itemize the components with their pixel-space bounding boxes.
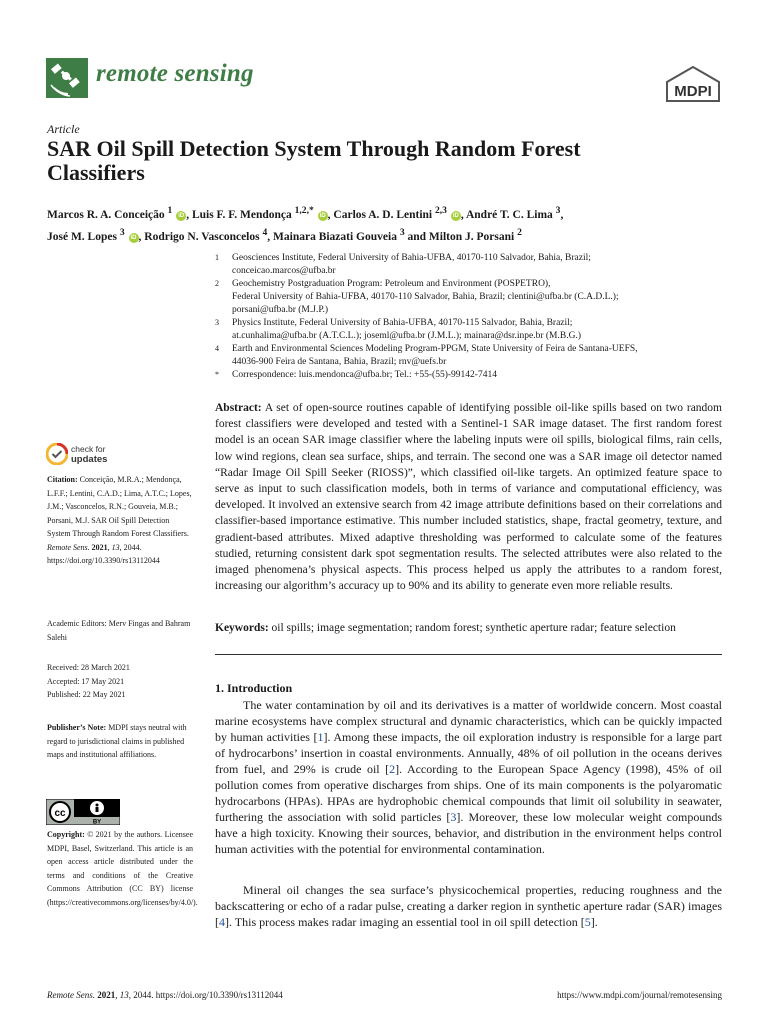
affiliation-line: Physics Institute, Federal University of Bahia-UFBA, 40170-115 Salvador, Bahia, Brazil;	[232, 318, 573, 328]
cc-by-license-icon[interactable]	[46, 799, 120, 825]
journal-name: remote sensing	[96, 60, 254, 87]
author-name: José M. Lopes	[47, 230, 120, 243]
citation-link[interactable]: 3	[450, 810, 457, 824]
author-affiliation-number: 3	[399, 226, 405, 238]
paragraph-text: ].	[590, 915, 598, 929]
author-name: André T. C. Lima	[465, 208, 556, 221]
orcid-icon[interactable]: iD	[452, 212, 459, 219]
affiliation-line: 44036-900 Feira de Santana, Bahia, Brazil; rnv@uefs.br	[232, 357, 447, 367]
author	[465, 205, 561, 221]
affiliation-item	[215, 317, 727, 343]
author-line	[47, 202, 727, 224]
article-title: SAR Oil Spill Detection System Through Random Forest Classifiers	[47, 136, 581, 185]
author-separator: ,	[560, 208, 564, 221]
keywords-text: oil spills; image segmentation; random forest; synthetic aperture radar; feature selection	[271, 622, 676, 634]
author-name: Carlos A. D. Lentini	[333, 208, 435, 221]
paragraph-text: The water contamination by oil and its derivatives is a matter of worldwide concern. Most coastal marine ecosystems have complex structural and dynamic characteristics, which can be quickly impacted by human activities [	[215, 698, 722, 744]
received-date: Received: 28 March 2021	[47, 663, 130, 672]
author-separator: ,	[267, 230, 274, 243]
affiliation-line: at.cunhalima@ufba.br (A.T.C.L.); joseml@ufba.br (J.M.L.); mainara@dsr.inpe.br (M.B.G.)	[232, 331, 581, 341]
intro-paragraph	[215, 882, 722, 930]
abstract-text: A set of open-source routines capable of identifying possible oil-like spills based on two random forest classifiers were developed and tested with a Sentinel-1 SAR image dataset. The first random forest model is an ocean SAR image classifier where the labeling inputs were oil spills, biological films, rain cells, low wind regions, clean sea surface, ships, and terrain. The second one was a SAR image oil detector named “Radar Image Oil Spill Seeker (RIOSS)”, which classified oil-like targets. An optimized feature space to serve as input to such classification models, both in terms of variance and computational efficiency, was developed. It involved an extensive search from 42 image attribute definitions based on their correlations and classifier-based importance estimative. This number included statistics, shape, fractal geometry, texture, and gradient-based attributes. Mixed adaptive thresholding was performed to calculate some of the features studied, returning consistent dark spot segmentation results. The selected attributes were also related to the imaged phenomena’s physical aspects. This process helped us apply the attributes to a random forest, increasing our algorithm’s accuracy up to 90% and its ability to generate even more reliable results.	[215, 402, 722, 593]
paragraph-text: Mineral oil changes the sea surface’s physicochemical properties, reducing roughness and the backscattering or echo of a radar pulse, creating a darker region in synthetic aperture radar (SAR) images [	[215, 883, 722, 929]
section-divider	[215, 654, 722, 655]
author	[428, 226, 522, 243]
author	[333, 205, 460, 221]
author	[191, 205, 328, 221]
author-name: Rodrigo N. Vasconcelos	[144, 230, 263, 243]
author-name: Marcos R. A. Conceição	[47, 208, 168, 221]
affiliation-number: 3	[215, 318, 219, 327]
intro-paragraph	[215, 697, 722, 857]
author-affiliation-number: 3	[555, 205, 561, 216]
author-name: Mainara Biazati Gouveia	[273, 230, 400, 243]
orcid-icon[interactable]: iD	[178, 212, 185, 219]
author-affiliation-number: 1,2,*	[294, 205, 314, 216]
author-affiliation-number: 4	[262, 226, 268, 238]
author-name: Milton J. Porsani	[428, 230, 518, 243]
author-separator: ,	[460, 208, 466, 221]
orcid-icon[interactable]: iD	[319, 212, 326, 219]
copyright-notice: Copyright: © 2021 by the authors. Licensee MDPI, Basel, Switzerland. This article is an open access article distributed under the terms and conditions of the Creative Commons Attribution (CC BY) license (https://creativecommons.org/licenses/by/4.0/).	[47, 830, 198, 907]
affiliation-item	[215, 278, 727, 317]
affiliation-number: 2	[215, 279, 219, 288]
author-name: Luis F. F. Mendonça	[191, 208, 295, 221]
affiliation-item	[215, 343, 727, 369]
abstract	[215, 400, 722, 594]
author	[47, 205, 186, 221]
accepted-date: Accepted: 17 May 2021	[47, 676, 125, 686]
affiliation-line: Geochemistry Postgraduation Program: Petroleum and Environment (POSPETRO),	[232, 279, 551, 289]
publisher-name: MDPI	[674, 83, 712, 100]
author-separator: and	[404, 230, 429, 243]
abstract-label: Abstract:	[215, 402, 262, 414]
journal-url-link[interactable]: https://www.mdpi.com/journal/remotesensing	[557, 990, 722, 1000]
author-list	[47, 202, 727, 246]
affiliations	[215, 252, 727, 382]
academic-editors: Academic Editors: Merv Fingas and Bahram Salehi	[47, 619, 191, 642]
satellite-logo-icon	[46, 58, 88, 98]
author-affiliation-number: 3	[119, 226, 125, 238]
article-type: Article	[47, 122, 80, 136]
affiliation-item	[215, 252, 727, 278]
affiliation-line: Federal University of Bahia-UFBA, 40170-110 Salvador, Bahia, Brazil; clentini@ufba.br (C.A.D.L.);	[232, 292, 619, 302]
affiliation-line: Earth and Environmental Sciences Modeling Program-PPGM, State University of Feira de Santana-UEFS,	[232, 344, 638, 354]
citation-label: Citation:	[47, 475, 78, 484]
citation-block: Citation: Conceição, M.R.A.; Mendonça, L.F.F.; Lentini, C.A.D.; Lima, A.T.C.; Lopes, J.M.; Vasconcelos, R.N.; Gouveia, M.B.; Porsani, M.J. SAR Oil Spill Detection System Through Random Forest Classifiers. Remote Sens. 2021, 13, 2044. https://doi.org/10.3390/rs13112044	[47, 475, 192, 565]
footer-citation: Remote Sens. 2021, 13, 2044. https://doi.org/10.3390/rs13112044	[47, 990, 283, 1000]
author	[144, 226, 268, 243]
paragraph-text: ]. According to the European Space Agency (1998), 45% of oil pollution comes from operative discharges from ships. One of its main components is the polyaromatic hydrocarbons (HPAs). HPAs are hydrophobic chemical compounds that limit oil solubility in seawater, furthering the association with solid particles [	[215, 762, 722, 824]
affiliation-number: 1	[215, 253, 219, 262]
citation-link[interactable]: 5	[584, 915, 591, 929]
author-separator: ,	[138, 230, 145, 243]
affiliation-number: *	[215, 370, 219, 379]
author-separator: ,	[186, 208, 192, 221]
affiliation-line: conceicao.marcos@ufba.br	[232, 266, 336, 276]
author	[273, 226, 405, 243]
citation-link[interactable]: 2	[389, 762, 396, 776]
affiliation-line: Correspondence: luis.mendonca@ufba.br; Tel.: +55-(55)-99142-7414	[232, 370, 497, 380]
author-affiliation-number: 1	[167, 205, 173, 216]
affiliation-line: Geosciences Institute, Federal University of Bahia-UFBA, 40170-110 Salvador, Bahia, Brazil;	[232, 253, 591, 263]
section-heading: 1. Introduction	[215, 681, 293, 695]
check-for-updates-button[interactable]	[46, 443, 166, 467]
affiliation-line: porsani@ufba.br (M.J.P.)	[232, 305, 329, 315]
keywords-label: Keywords:	[215, 622, 269, 634]
author-separator: ,	[327, 208, 334, 221]
citation-link[interactable]: 4	[219, 915, 225, 929]
affiliation-number: 4	[215, 344, 219, 353]
check-for-updates-icon	[46, 443, 68, 465]
author-line	[47, 224, 727, 246]
publication-dates	[47, 661, 193, 702]
author	[47, 226, 139, 243]
paragraph-text: ]. This process makes radar imaging an essential tool in oil spill detection [	[225, 915, 585, 929]
citation-link[interactable]: 1	[317, 730, 324, 744]
keywords	[215, 620, 722, 636]
mdpi-logo-icon	[664, 66, 722, 102]
svg-text:cc: cc	[54, 808, 66, 819]
paragraph-text: ]. Among these impacts, the oil exploration industry is responsible for a large part of hydrocarbons’ insertion in coastal environments. Annually, 48% of oil pollution in the oceans derives from fuel, and 29% is crude oil [	[215, 730, 722, 776]
author-affiliation-number: 2	[517, 226, 522, 238]
paragraph-text: ]. Moreover, these low molecular weight compounds have a high toxicity. Knowing their sources, behavior, and distribution in the environment helps control human activities with the potential for environmental contamination.	[215, 810, 723, 856]
author-affiliation-number: 2,3	[435, 205, 447, 216]
affiliation-item	[215, 369, 727, 382]
check-for-updates-text: check for updates	[71, 444, 108, 465]
orcid-icon[interactable]: iD	[130, 234, 137, 241]
cc-by-label: BY	[92, 819, 102, 825]
publisher-note: Publisher’s Note: MDPI stays neutral with regard to jurisdictional claims in published maps and institutional affiliations.	[47, 723, 187, 759]
published-date: Published: 22 May 2021	[47, 690, 126, 699]
